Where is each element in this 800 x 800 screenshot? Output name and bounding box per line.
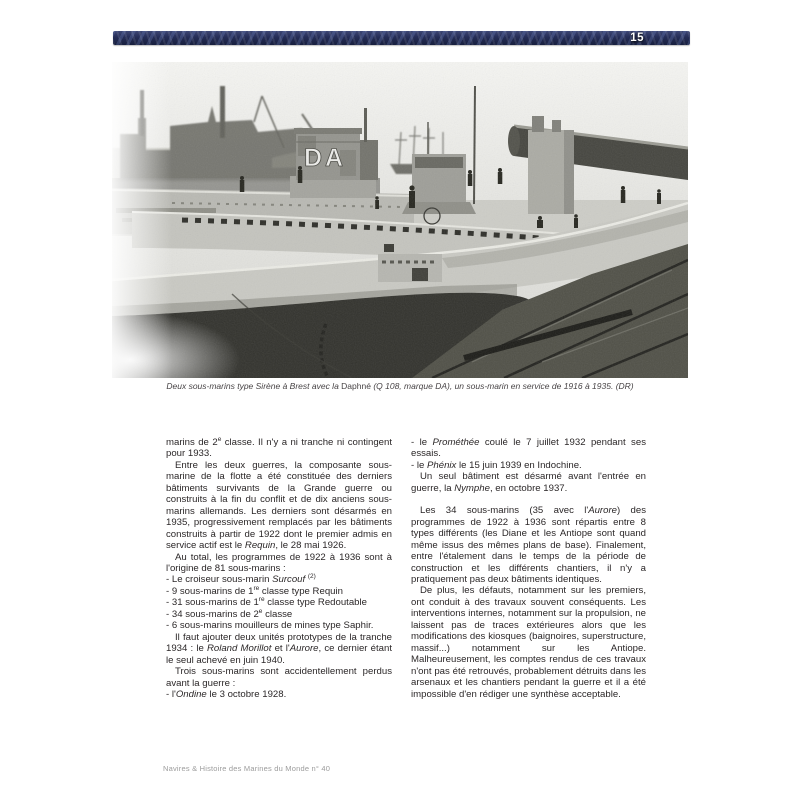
text-segment: Trois sous-marins sont accidentellement perdus avant la guerre : xyxy=(166,666,392,689)
text-segment: (Q 108, marque DA), un sous-marin en service de 1916 à 1935. (DR) xyxy=(370,381,634,391)
paragraph xyxy=(166,632,392,666)
text-segment: Deux sous-marins type Sirène à Brest avec la xyxy=(166,381,342,391)
text-segment: classe. Il n'y a ni tranche ni contingent pour 1933. xyxy=(166,437,392,460)
paragraph xyxy=(166,689,392,700)
paragraph xyxy=(411,585,646,700)
text-segment: ) des programmes de 1922 à 1936 sont répartis entre 8 types différents (les Diane et les Antiope sont quand même issus des mêmes plans de base). Finalement, entre l'étalement dans le temps de la période de construction et les différents chantiers, il n'y a pratiquement pas deux bâtiments identiques. xyxy=(411,505,646,585)
text-segment: Aurore xyxy=(588,505,617,517)
text-segment: Nymphe xyxy=(454,482,490,494)
text-segment: - 6 sous-marins mouilleurs de mines type Saphir. xyxy=(166,620,374,632)
text-segment: re xyxy=(253,584,260,592)
paragraph xyxy=(166,552,392,575)
submarines-photo-art xyxy=(112,62,688,378)
paragraph xyxy=(411,460,646,471)
paragraph xyxy=(166,666,392,689)
text-segment: , ce dernier étant le seul achevé en juin 1940. xyxy=(166,643,392,666)
paragraph xyxy=(411,471,646,494)
photo-caption xyxy=(112,381,688,392)
text-segment: Les 34 sous-marins (35 avec l' xyxy=(420,505,589,517)
paragraph xyxy=(166,620,392,631)
text-segment: - 9 sous-marins de 1 xyxy=(166,585,254,597)
paragraph xyxy=(166,609,392,620)
text-segment: Phénix xyxy=(427,459,457,471)
text-segment: - le xyxy=(411,459,427,471)
page-number: 15 xyxy=(630,32,644,44)
text-segment: Requin xyxy=(244,540,276,552)
text-segment: classe type Redoutable xyxy=(264,597,367,609)
text-segment: et l' xyxy=(271,643,290,655)
paragraph xyxy=(166,586,392,597)
text-segment: - l' xyxy=(166,688,176,700)
text-segment: e xyxy=(217,435,222,443)
text-segment: coulé le 7 juillet 1932 pendant ses essais. xyxy=(411,437,646,460)
paragraph xyxy=(166,574,392,585)
text-segment: classe xyxy=(262,608,293,620)
text-segment: (2) xyxy=(307,573,316,581)
text-segment: le 3 octobre 1928. xyxy=(206,688,287,700)
footer-text: Navires & Histoire des Marines du Monde n° 40 xyxy=(163,764,331,773)
paragraph xyxy=(411,437,646,460)
paragraph xyxy=(166,597,392,608)
text-segment: Un seul bâtiment est désarmé avant l'entrée en guerre, la xyxy=(411,471,646,494)
text-segment: Aurore xyxy=(289,643,319,655)
text-segment: , le 28 mai 1926. xyxy=(275,540,347,552)
text-segment: De plus, les défauts, notamment sur les premiers, ont conduit à des travaux souvent conséquents. Les interventions internes, notamment sur la propulsion, ne laissent pas de traces extérieures alors que les modifications des kiosques (baignoires, superstructure, massif...) notamment sur les Antiope. Malheureusement, les comptes rendus de ces travaux n'ont pas été retrouvés, probablement détruits dans les arsenaux et les chantiers pendant la guerre et il a été impossible d'en rédiger une synthèse acceptable. xyxy=(411,585,646,700)
right-column xyxy=(411,437,646,700)
text-segment: Roland Morillot xyxy=(206,643,272,655)
text-segment: e xyxy=(258,607,263,615)
text-segment: Prométhée xyxy=(432,437,480,448)
text-segment: le 15 juin 1939 en Indochine. xyxy=(456,459,582,471)
left-column xyxy=(166,437,392,700)
text-segment: Surcouf xyxy=(272,574,306,586)
text-segment: - 31 sous-marins de 1 xyxy=(166,597,259,609)
paragraph xyxy=(166,437,392,460)
text-segment: , en octobre 1937. xyxy=(489,482,568,494)
text-segment: re xyxy=(258,596,265,604)
text-segment: Daphné xyxy=(341,381,371,391)
text-segment: Il faut ajouter deux unités prototypes de la tranche 1934 : le xyxy=(166,631,392,655)
text-segment: marins de 2 xyxy=(166,437,218,448)
paragraph xyxy=(166,460,392,552)
text-segment: classe type Requin xyxy=(259,585,343,597)
text-segment: Ondine xyxy=(175,688,207,700)
text-segment: Entre les deux guerres, la composante sous-marine de la flotte a été constituée des derniers bâtiments survivants de la Grande guerre ou construits à la fin du conflit et de dix anciens sous-marins allemands. Les derniers sont désarmés en 1935, progressivement remplacés par les bâtiments construits à partir de 1922 dont le premier admis en service actif est le xyxy=(166,459,392,552)
header-bar xyxy=(113,31,690,45)
text-segment: - le xyxy=(411,437,433,448)
submarines-photo xyxy=(112,62,688,378)
text-segment: Au total, les programmes de 1922 à 1936 sont à l'origine de 81 sous-marins : xyxy=(166,551,392,574)
text-segment: - 34 sous-marins de 2 xyxy=(166,608,259,620)
text-segment: - Le croiseur sous-marin xyxy=(166,574,273,586)
paragraph xyxy=(411,505,646,585)
